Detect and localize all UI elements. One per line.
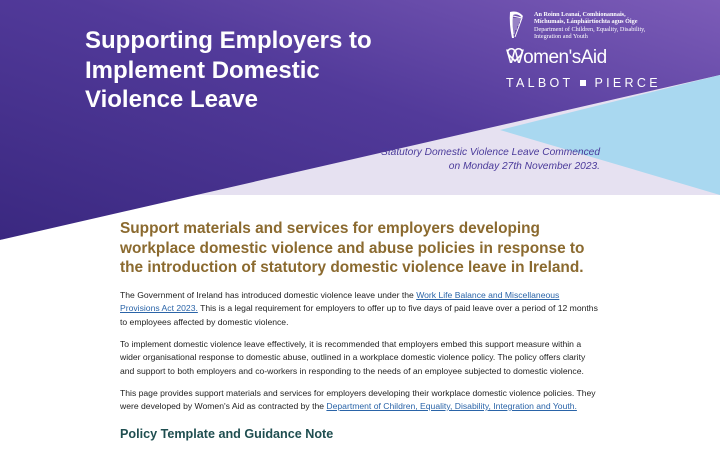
- implementation-paragraph: To implement domestic violence leave effectively, it is recommended that employers embed this support measure within a wider organisational response to domestic abuse, outlined in a workplace domestic violence policy. The policy offers clarity and support to both employers and co-workers in responding to the needs of an employee subjected to domestic violence.: [120, 338, 586, 376]
- government-department-logo: [506, 10, 646, 44]
- statutory-notice: [280, 146, 600, 174]
- main-content: [120, 219, 600, 441]
- talbot-text: TALBOT: [506, 76, 574, 90]
- intro-text-after: This is a legal requirement for employers to offer up to five days of paid leave over a period of 12 months to employees affected by domestic violence.: [120, 303, 598, 327]
- page-title: Supporting Employers to Implement Domestic Violence Leave: [85, 27, 372, 113]
- harp-icon: [506, 10, 526, 40]
- square-separator-icon: [580, 80, 586, 86]
- womens-aid-text-1: Women's: [506, 47, 581, 68]
- pierce-text: PIERCE: [594, 76, 661, 90]
- policy-template-heading: Policy Template and Guidance Note: [120, 426, 334, 441]
- womens-aid-logo: [506, 47, 646, 69]
- heart-icon: [507, 47, 523, 62]
- womens-aid-text-2: Aid: [580, 47, 607, 68]
- lead-paragraph: Support materials and services for employers developing workplace domestic violence and abuse policies in response to the introduction of statutory domestic violence leave in Ireland.: [120, 220, 585, 276]
- work-life-balance-act-link[interactable]: Work Life Balance and Miscellaneous Provisions Act 2023.: [120, 289, 560, 313]
- intro-text-before: The Government of Ireland has introduced domestic violence leave under the: [120, 289, 417, 300]
- gov-english-name: Department of Children, Equality, Disability, Integration and Youth: [534, 25, 646, 41]
- talbot-pierce-logo: [506, 76, 661, 90]
- gov-irish-name: An Roinn Leanaí, Comhionannais, Míchumais, Lánpháirtíochta agus Óige: [534, 11, 638, 26]
- intro-paragraph: [120, 289, 600, 330]
- statutory-line-2: on Monday 27th November 2023.: [448, 161, 600, 172]
- statutory-line-1: Statutory Domestic Violence Leave Commenced: [381, 147, 600, 158]
- department-link[interactable]: Department of Children, Equality, Disability, Integration and Youth.: [326, 401, 577, 411]
- support-materials-paragraph: [120, 387, 600, 414]
- support-text-before: This page provides support materials and services for employers developing their workplace domestic violence policies. They were developed by Women's Aid as contracted by the: [120, 387, 596, 411]
